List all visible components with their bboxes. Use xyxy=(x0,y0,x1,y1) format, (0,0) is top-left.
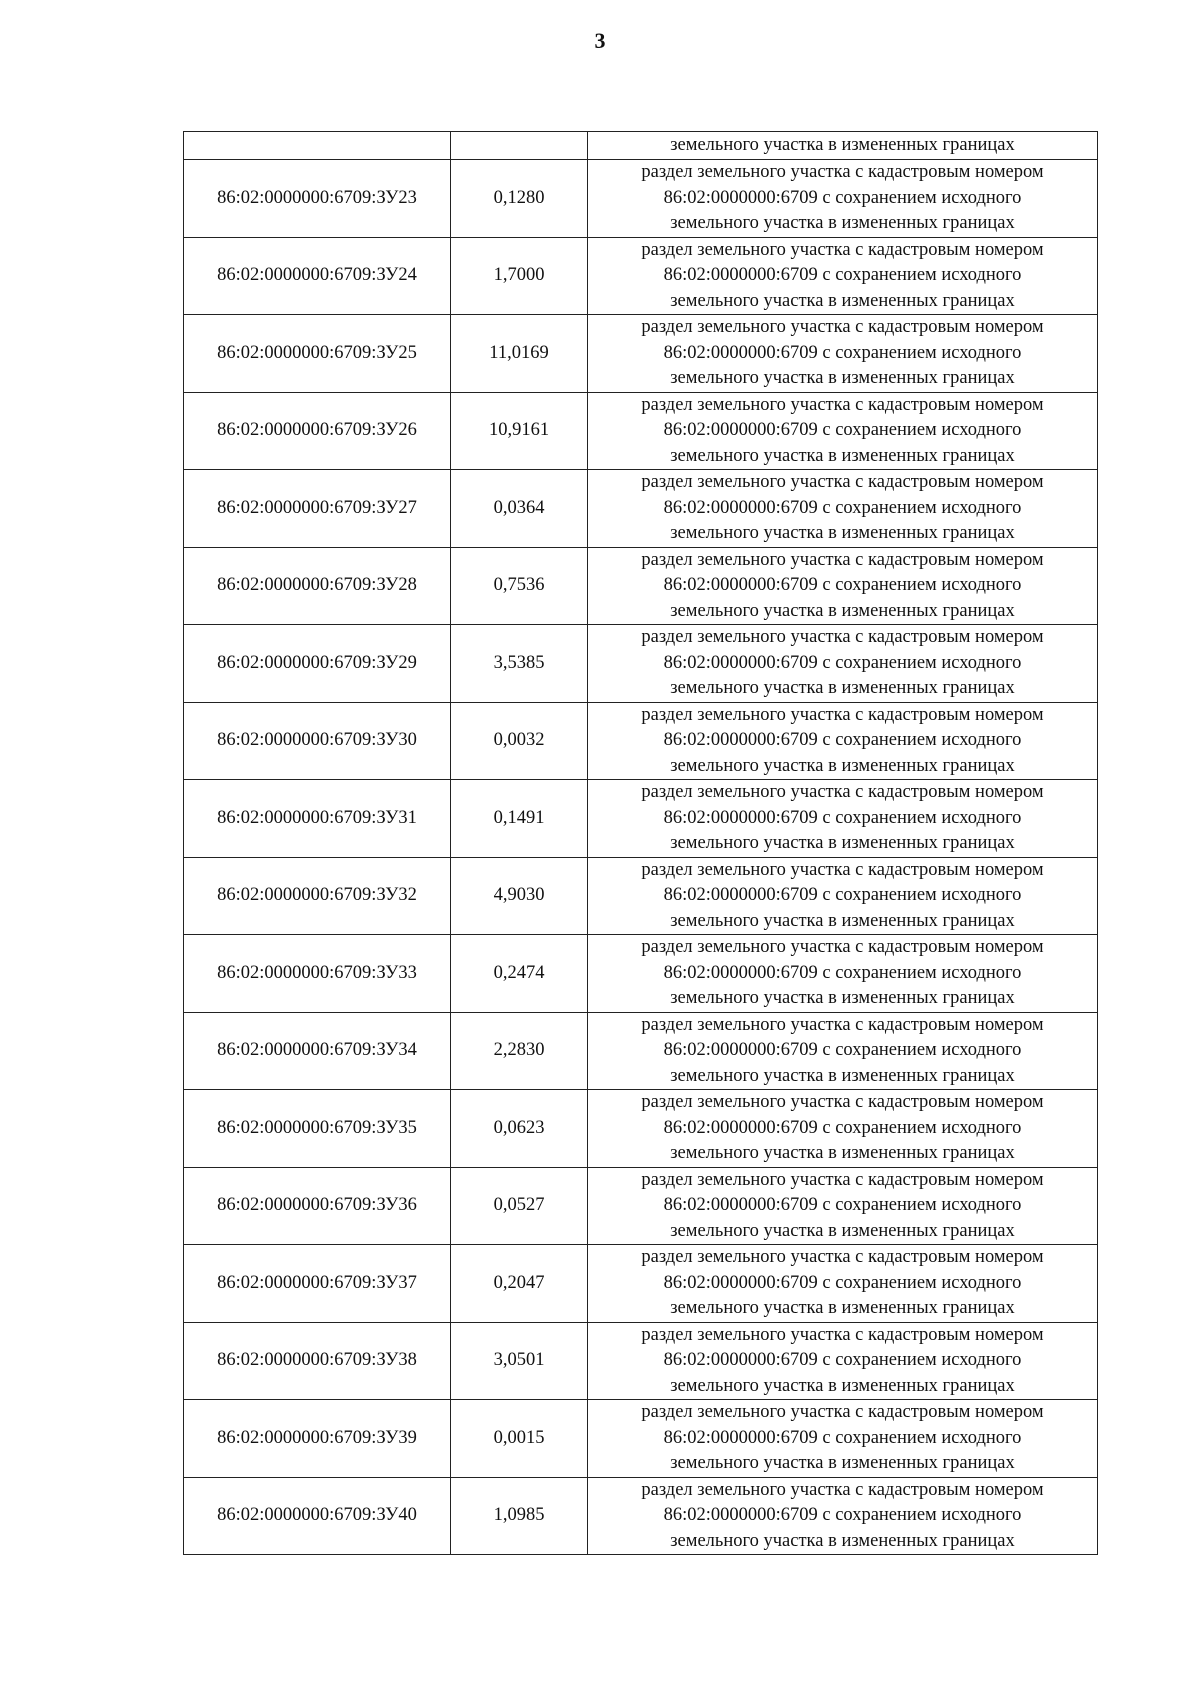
description-line: раздел земельного участка с кадастровым номером xyxy=(641,472,1044,492)
area-cell: 11,0169 xyxy=(451,315,588,393)
description-cell xyxy=(588,132,1098,160)
description-line: 86:02:0000000:6709 с сохранением исходного xyxy=(663,885,1022,905)
description-line: раздел земельного участка с кадастровым номером xyxy=(641,317,1044,337)
description-line: земельного участка в измененных границах xyxy=(670,1143,1015,1163)
description-line: раздел земельного участка с кадастровым номером xyxy=(641,704,1044,725)
description-line: 86:02:0000000:6709 с сохранением исходного xyxy=(663,807,1022,828)
description-cell xyxy=(588,1322,1098,1400)
description-cell xyxy=(588,160,1098,238)
description-cell xyxy=(588,1245,1098,1323)
area-cell: 0,0032 xyxy=(451,702,588,780)
description-cell xyxy=(588,1167,1098,1245)
description-line: земельного участка в измененных границах xyxy=(670,600,1015,621)
description-line: земельного участка в измененных границах xyxy=(670,445,1015,466)
description-line: земельного участка в измененных границах xyxy=(670,1375,1015,1396)
description-line: 86:02:0000000:6709 с сохранением исходного xyxy=(663,1350,1022,1370)
area-cell: 3,0501 xyxy=(451,1322,588,1400)
description-line: раздел земельного участка с кадастровым номером xyxy=(641,937,1044,957)
page-number: 3 xyxy=(594,28,606,53)
table-row xyxy=(184,1400,1098,1478)
area-cell: 3,5385 xyxy=(451,625,588,703)
description-cell xyxy=(588,470,1098,548)
description-cell xyxy=(588,315,1098,393)
description-line: 86:02:0000000:6709 с сохранением исходного xyxy=(663,962,1022,983)
description-cell xyxy=(588,625,1098,703)
table-row xyxy=(184,1477,1098,1555)
cadastral-id-cell: 86:02:0000000:6709:ЗУ36 xyxy=(184,1167,451,1245)
table-row xyxy=(184,392,1098,470)
description-cell xyxy=(588,237,1098,315)
area-cell: 0,0623 xyxy=(451,1090,588,1168)
table-row xyxy=(184,702,1098,780)
area-cell: 4,9030 xyxy=(451,857,588,935)
description-line: 86:02:0000000:6709 с сохранением исходного xyxy=(663,1117,1022,1138)
description-line: земельного участка в измененных границах xyxy=(670,988,1015,1008)
area-cell: 0,7536 xyxy=(451,547,588,625)
table-row xyxy=(184,1167,1098,1245)
description-line: 86:02:0000000:6709 с сохранением исходного xyxy=(663,575,1022,595)
cadastral-id-cell: 86:02:0000000:6709:ЗУ32 xyxy=(184,857,451,935)
table-row xyxy=(184,857,1098,935)
table-row xyxy=(184,470,1098,548)
description-line: земельного участка в измененных границах xyxy=(670,833,1015,853)
description-line: 86:02:0000000:6709 с сохранением исходного xyxy=(663,187,1022,208)
table-row xyxy=(184,1012,1098,1090)
description-line: раздел земельного участка с кадастровым номером xyxy=(641,1402,1044,1422)
area-cell: 0,0015 xyxy=(451,1400,588,1478)
area-cell xyxy=(451,132,588,160)
description-cell xyxy=(588,1090,1098,1168)
description-line: земельного участка в измененных границах xyxy=(670,1065,1015,1086)
area-cell: 0,1491 xyxy=(451,780,588,858)
description-line: раздел земельного участка с кадастровым номером xyxy=(641,239,1044,260)
description-line: 86:02:0000000:6709 с сохранением исходного xyxy=(663,420,1022,440)
description-line: земельного участка в измененных границах xyxy=(670,290,1015,311)
description-line: раздел земельного участка с кадастровым номером xyxy=(641,162,1044,182)
area-cell: 1,7000 xyxy=(451,237,588,315)
cadastral-id-cell: 86:02:0000000:6709:ЗУ24 xyxy=(184,237,451,315)
description-cell xyxy=(588,392,1098,470)
table-row xyxy=(184,160,1098,238)
description-line: земельного участка в измененных границах xyxy=(670,1530,1015,1551)
area-cell: 10,9161 xyxy=(451,392,588,470)
cadastral-id-cell: 86:02:0000000:6709:ЗУ40 xyxy=(184,1477,451,1555)
cadastral-id-cell: 86:02:0000000:6709:ЗУ30 xyxy=(184,702,451,780)
area-cell: 0,2047 xyxy=(451,1245,588,1323)
area-cell: 0,0527 xyxy=(451,1167,588,1245)
cadastral-id-cell: 86:02:0000000:6709:ЗУ28 xyxy=(184,547,451,625)
description-line: земельного участка в измененных границах xyxy=(670,1298,1015,1318)
table-body xyxy=(184,132,1098,1555)
cadastral-id-cell xyxy=(184,132,451,160)
table-row xyxy=(184,780,1098,858)
description-line: 86:02:0000000:6709 с сохранением исходного xyxy=(663,1272,1022,1293)
cadastral-id-cell: 86:02:0000000:6709:ЗУ26 xyxy=(184,392,451,470)
table-row xyxy=(184,625,1098,703)
description-line: 86:02:0000000:6709 с сохранением исходного xyxy=(663,1195,1022,1215)
description-line: земельного участка в измененных границах xyxy=(670,678,1015,698)
description-line: раздел земельного участка с кадастровым номером xyxy=(641,627,1044,647)
description-line: 86:02:0000000:6709 с сохранением исходного xyxy=(663,265,1022,285)
cadastral-id-cell: 86:02:0000000:6709:ЗУ38 xyxy=(184,1322,451,1400)
cadastral-id-cell: 86:02:0000000:6709:ЗУ31 xyxy=(184,780,451,858)
description-line: раздел земельного участка с кадастровым номером xyxy=(641,782,1044,802)
description-line: раздел земельного участка с кадастровым номером xyxy=(641,1169,1044,1190)
table-row xyxy=(184,315,1098,393)
description-line: земельного участка в измененных границах xyxy=(670,213,1015,233)
description-line: земельного участка в измененных границах xyxy=(670,134,1015,155)
description-line: земельного участка в измененных границах xyxy=(670,1220,1015,1241)
continuation-row xyxy=(184,132,1098,160)
cadastral-id-cell: 86:02:0000000:6709:ЗУ29 xyxy=(184,625,451,703)
description-cell xyxy=(588,1400,1098,1478)
description-cell xyxy=(588,1012,1098,1090)
description-line: раздел земельного участка с кадастровым номером xyxy=(641,1247,1044,1267)
description-line: 86:02:0000000:6709 с сохранением исходного xyxy=(663,497,1022,518)
table-row xyxy=(184,1090,1098,1168)
description-cell xyxy=(588,857,1098,935)
description-line: 86:02:0000000:6709 с сохранением исходного xyxy=(663,1505,1022,1525)
cadastral-id-cell: 86:02:0000000:6709:ЗУ39 xyxy=(184,1400,451,1478)
description-line: 86:02:0000000:6709 с сохранением исходного xyxy=(663,1040,1022,1060)
description-line: 86:02:0000000:6709 с сохранением исходного xyxy=(663,730,1022,750)
description-line: земельного участка в измененных границах xyxy=(670,368,1015,388)
table-row xyxy=(184,1245,1098,1323)
area-cell: 0,2474 xyxy=(451,935,588,1013)
cadastral-id-cell: 86:02:0000000:6709:ЗУ37 xyxy=(184,1245,451,1323)
cadastral-id-cell: 86:02:0000000:6709:ЗУ23 xyxy=(184,160,451,238)
description-line: земельного участка в измененных границах xyxy=(670,523,1015,543)
description-cell xyxy=(588,780,1098,858)
land-plots-table xyxy=(183,131,1098,1555)
description-line: земельного участка в измененных границах xyxy=(670,1453,1015,1473)
cadastral-id-cell: 86:02:0000000:6709:ЗУ34 xyxy=(184,1012,451,1090)
description-cell xyxy=(588,702,1098,780)
table-row xyxy=(184,935,1098,1013)
description-line: земельного участка в измененных границах xyxy=(670,755,1015,776)
description-line: раздел земельного участка с кадастровым номером xyxy=(641,549,1044,570)
description-cell xyxy=(588,1477,1098,1555)
description-line: раздел земельного участка с кадастровым номером xyxy=(641,1014,1044,1035)
description-line: 86:02:0000000:6709 с сохранением исходного xyxy=(663,652,1022,673)
description-line: 86:02:0000000:6709 с сохранением исходного xyxy=(663,1427,1022,1448)
cadastral-id-cell: 86:02:0000000:6709:ЗУ27 xyxy=(184,470,451,548)
description-line: земельного участка в измененных границах xyxy=(670,910,1015,931)
description-cell xyxy=(588,935,1098,1013)
table-row xyxy=(184,547,1098,625)
area-cell: 1,0985 xyxy=(451,1477,588,1555)
description-line: раздел земельного участка с кадастровым номером xyxy=(641,1092,1044,1112)
cadastral-id-cell: 86:02:0000000:6709:ЗУ33 xyxy=(184,935,451,1013)
cadastral-id-cell: 86:02:0000000:6709:ЗУ25 xyxy=(184,315,451,393)
cadastral-id-cell: 86:02:0000000:6709:ЗУ35 xyxy=(184,1090,451,1168)
description-line: раздел земельного участка с кадастровым номером xyxy=(641,1324,1044,1345)
description-line: 86:02:0000000:6709 с сохранением исходного xyxy=(663,342,1022,363)
area-cell: 0,1280 xyxy=(451,160,588,238)
description-line: раздел земельного участка с кадастровым номером xyxy=(641,1479,1044,1500)
area-cell: 0,0364 xyxy=(451,470,588,548)
area-cell: 2,2830 xyxy=(451,1012,588,1090)
table-row xyxy=(184,1322,1098,1400)
description-cell xyxy=(588,547,1098,625)
table-row xyxy=(184,237,1098,315)
description-line: раздел земельного участка с кадастровым номером xyxy=(641,394,1044,415)
description-line: раздел земельного участка с кадастровым номером xyxy=(641,859,1044,880)
